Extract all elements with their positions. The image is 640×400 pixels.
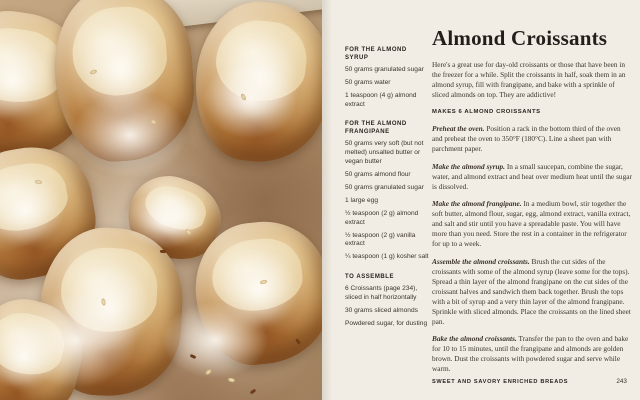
step-lead: Make the almond syrup.: [432, 161, 505, 171]
ingredient-section-syrup: [345, 46, 429, 109]
sugar-dusting: [200, 60, 300, 140]
ingredients-sidebar: [345, 46, 429, 339]
step-text: Brush the cut sides of the croissants with some of the almond syrup (leave some for the tops). Spread a thin layer of the almond frangipane on the cut sides of the croissant halves and sandwich them back together. Brush the tops with a bit of syrup and a very thin layer of the almond frangipane. Sprinkle with sliced almonds. Place the croissants on the lined sheet pan.: [432, 256, 631, 326]
step-lead: Make the almond frangipane.: [432, 199, 522, 208]
recipe-step: [432, 124, 632, 154]
chapter-footer: SWEET AND SAVORY ENRICHED BREADS: [432, 379, 569, 385]
step-text: In a small saucepan, combine the sugar, water, and almond extract and heat over medium heat until the sugar is dissolved.: [432, 161, 632, 191]
step-text: Transfer the pan to the oven and bake for 10 to 15 minutes, until the frangipane and almonds are golden brown. Dust the croissants with powdered sugar and serve while warm.: [432, 334, 629, 373]
sugar-dusting: [120, 190, 210, 250]
sugar-dusting: [10, 290, 140, 390]
recipe-step: [432, 162, 632, 192]
sugar-dusting: [160, 300, 270, 380]
ingredient-item: 50 grams very soft (but not melted) unsalted butter or vegan butter: [345, 140, 424, 165]
ingredient-item: 50 grams almond flour: [345, 170, 411, 178]
step-lead: Bake the almond croissants.: [432, 334, 517, 343]
ingredient-item: 50 grams water: [345, 79, 391, 87]
ingredient-item: ½ teaspoon (2 g) vanilla extract: [345, 231, 416, 248]
step-text: In a medium bowl, stir together the soft butter, almond flour, sugar, egg, almond extract, vanilla extract, and salt and stir until you have a spreadable paste. You will have more than you need. Store the rest in a container in the refrigerator for up to a week.: [432, 199, 631, 248]
recipe-yield: MAKES 6 ALMOND CROISSANTS: [432, 109, 541, 115]
ingredient-item: 30 grams sliced almonds: [345, 306, 418, 314]
step-lead: Assemble the almond croissants.: [432, 256, 530, 266]
ingredient-item: ¼ teaspoon (1 g) kosher salt: [345, 253, 429, 261]
ingredient-item: 6 Croissants (page 234), sliced in half horizontally: [345, 284, 418, 301]
ingredient-section-heading: FOR THE ALMOND FRANGIPANE: [345, 121, 407, 136]
ingredient-section-heading: TO ASSEMBLE: [345, 273, 395, 280]
step-text: Position a rack in the bottom third of the oven and preheat the oven to 350°F (180°C). Line a sheet pan with parchment paper.: [432, 124, 621, 153]
crumb: [160, 250, 166, 254]
almond-slice: [228, 377, 236, 383]
ingredient-section-heading: FOR THE ALMOND SYRUP: [345, 47, 407, 61]
sugar-dusting: [70, 90, 190, 180]
page-number: 243: [616, 378, 627, 385]
ingredient-section-frangipane: [345, 120, 429, 262]
recipe-step: [432, 199, 632, 249]
ingredient-item: 1 teaspoon (4 g) almond extract: [345, 92, 417, 108]
recipe-step: [432, 334, 632, 374]
step-lead: Preheat the oven.: [432, 124, 485, 133]
ingredient-item: 50 grams granulated sugar: [345, 66, 424, 73]
recipe-intro: Here's a great use for day-old croissants or those that have been in the freezer for a while. Split the croissants in half, soak them in an almond syrup, fill with frangipane, and bake with a sprinkle of sliced almonds on top. They are addictive!: [432, 60, 626, 99]
recipe-page: [322, 0, 640, 400]
ingredient-item: ½ teaspoon (2 g) almond extract: [345, 209, 419, 226]
ingredient-item: 1 large egg: [345, 196, 378, 204]
ingredient-section-assemble: [345, 273, 429, 328]
ingredient-item: 50 grams granulated sugar: [345, 183, 424, 191]
crumb: [250, 389, 257, 395]
page-gutter-shadow: [322, 0, 332, 400]
recipe-step: [432, 257, 632, 327]
recipe-body: [432, 26, 632, 382]
ingredient-item: Powdered sugar, for dusting: [345, 319, 428, 327]
recipe-title: Almond Croissants: [432, 26, 608, 50]
